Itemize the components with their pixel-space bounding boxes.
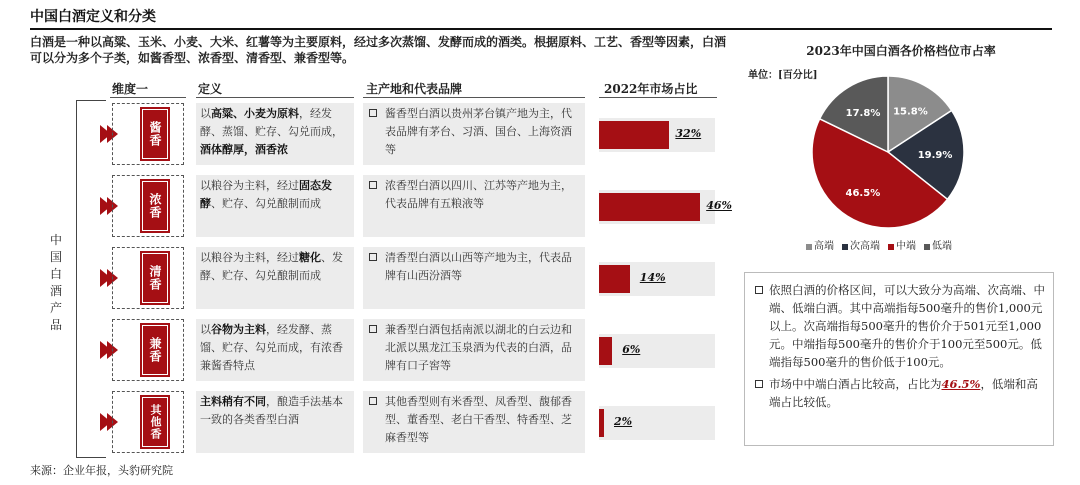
share-bar-track — [599, 118, 715, 152]
pie-data-label: 19.9% — [917, 150, 953, 162]
share-bar — [599, 337, 612, 365]
table-row — [100, 319, 720, 381]
type-label: 浓香 — [140, 179, 170, 233]
legend-label: 高端 — [814, 241, 834, 252]
legend-swatch — [924, 244, 930, 250]
legend-swatch — [806, 244, 812, 250]
table-row — [100, 391, 720, 453]
region-text: 兼香型白酒包括南派以湖北的白云边和北派以黑龙江玉泉酒为代表的白酒，品牌有口子窖等 — [385, 323, 572, 372]
definition-text: ，经发酵、蒸馏、贮存、勾兑而成， — [200, 107, 343, 138]
definition-emphasis: 固态发酵 — [200, 179, 332, 210]
legend-label: 低端 — [932, 241, 952, 252]
definition-emphasis: 主料稍有不同 — [200, 395, 266, 408]
legend-item — [888, 237, 916, 252]
col-header-rule — [196, 97, 354, 98]
definition-emphasis: 糖化 — [299, 251, 321, 264]
pie-chart-title: 2023年中国白酒各价格档位市占率 — [806, 44, 996, 58]
definition-cell — [196, 103, 354, 165]
pie-chart — [808, 72, 968, 232]
type-label: 酱香 — [140, 107, 170, 161]
col-header-rule — [110, 97, 186, 98]
definition-cell — [196, 319, 354, 381]
region-text: 清香型白酒以山西等产地为主，代表品牌有山西汾酒等 — [385, 251, 572, 282]
region-cell — [363, 319, 585, 381]
share-bar-track — [599, 190, 732, 224]
type-label: 兼香 — [140, 323, 170, 377]
checkbox-bullet-icon — [369, 181, 377, 189]
col-header-rule — [363, 97, 585, 98]
share-bar-track — [599, 334, 715, 368]
pie-unit-label: 单位：[百分比] — [748, 70, 818, 81]
checkbox-bullet-icon — [755, 286, 763, 294]
type-label: 其他香 — [140, 395, 170, 449]
source-note: 来源：企业年报，头豹研究院 — [30, 464, 173, 477]
definition-text: 以粮谷为主料，经过 — [200, 179, 299, 192]
legend-swatch — [888, 244, 894, 250]
definition-text: ，酿造手法基本一致的各类香型白酒 — [200, 395, 343, 426]
legend-item — [842, 237, 880, 252]
checkbox-bullet-icon — [369, 325, 377, 333]
legend-swatch — [842, 244, 848, 250]
table-row — [100, 175, 732, 237]
checkbox-bullet-icon — [369, 253, 377, 261]
note-text: ，低端和高端占比较低。 — [769, 377, 1038, 409]
share-label: 6% — [622, 343, 641, 356]
definition-emphasis: 高粱、小麦为原料 — [211, 107, 299, 120]
table-row — [100, 247, 720, 309]
page-title: 中国白酒定义和分类 — [30, 9, 156, 25]
share-bar — [599, 121, 669, 149]
definition-emphasis: 酒体醇厚，酒香浓 — [200, 143, 288, 156]
checkbox-bullet-icon — [755, 380, 763, 388]
note-highlight: 46.5% — [941, 377, 981, 391]
region-cell — [363, 103, 585, 165]
note-text: 依照白酒的价格区间，可以大致分为高端、次高端、中端、低端白酒。其中高端指每500毫升的售价1,000元以上。次高端指每500毫升的售价介于501元至1,000元。中端指每500毫升的售价介于100元至500元。低端指每500毫升的售价低于100元。 — [769, 283, 1045, 369]
legend-label: 中端 — [896, 241, 916, 252]
share-label: 14% — [639, 271, 666, 284]
legend-label: 次高端 — [850, 241, 880, 252]
checkbox-bullet-icon — [369, 109, 377, 117]
col-header-definition: 定义 — [198, 82, 223, 96]
group-label: 中国白酒产品 — [49, 233, 62, 332]
definition-cell — [196, 247, 354, 309]
share-bar — [599, 409, 604, 437]
col-header-dimension: 维度一 — [112, 82, 149, 96]
legend-item — [924, 237, 952, 252]
type-label: 清香 — [140, 251, 170, 305]
col-header-region: 主产地和代表品牌 — [366, 82, 463, 96]
intro-paragraph: 白酒是一种以高粱、玉米、小麦、大米、红薯等为主要原料，经过多次蒸馏、发酵而成的酒类。根据原料、工艺、香型等因素，白酒可以分为多个子类，如酱香型、浓香型、清香型、兼香型等。 — [30, 35, 727, 65]
definition-text: 、发酵、贮存、勾兑酿制而成 — [200, 251, 343, 282]
region-text: 其他香型则有米香型、凤香型、馥郁香型、董香型、老白干香型、特香型、芝麻香型等 — [385, 395, 572, 444]
note-text: 市场中中端白酒占比较高，占比为 — [769, 377, 942, 391]
definition-text: ，经发酵、蒸馏、贮存、勾兑而成，有浓香兼酱香特点 — [200, 323, 343, 372]
definition-text: 以 — [200, 107, 211, 120]
definition-cell — [196, 175, 354, 237]
definition-cell — [196, 391, 354, 453]
definition-text: 、贮存、勾兑酿制而成 — [211, 197, 321, 210]
share-bar — [599, 265, 630, 293]
region-cell — [363, 247, 585, 309]
share-bar-track — [599, 262, 715, 296]
pie-data-label: 17.8% — [845, 108, 881, 120]
definition-text: 以 — [200, 323, 211, 336]
share-label: 2% — [614, 415, 633, 428]
share-label: 46% — [706, 199, 732, 212]
region-cell — [363, 391, 585, 453]
pie-data-label: 15.8% — [893, 106, 928, 118]
title-divider — [30, 28, 1052, 30]
definition-emphasis: 谷物为主料 — [211, 323, 266, 336]
region-cell — [363, 175, 585, 237]
note-item — [753, 375, 1045, 411]
pie-legend — [806, 237, 952, 252]
definition-text: 以粮谷为主料，经过 — [200, 251, 299, 264]
notes-box — [744, 272, 1054, 446]
share-label: 32% — [675, 127, 702, 140]
table-row — [100, 103, 720, 165]
note-item — [753, 281, 1045, 371]
pie-data-label: 46.5% — [845, 187, 881, 199]
share-bar-track — [599, 406, 715, 440]
region-text: 酱香型白酒以贵州茅台镇产地为主，代表品牌有茅台、习酒、国台、上海资酒等 — [385, 107, 572, 156]
legend-item — [806, 237, 834, 252]
checkbox-bullet-icon — [369, 397, 377, 405]
col-header-rule — [599, 97, 717, 98]
region-text: 浓香型白酒以四川、江苏等产地为主，代表品牌有五粮液等 — [385, 179, 572, 210]
share-bar — [599, 193, 700, 221]
col-header-share: 2022年市场占比 — [604, 82, 698, 96]
